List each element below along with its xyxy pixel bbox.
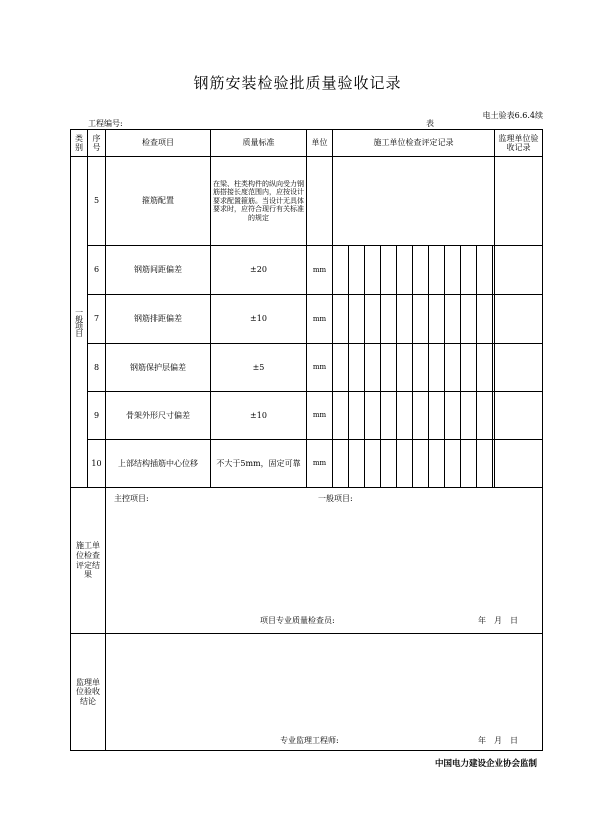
record-cell[interactable] — [461, 440, 477, 488]
record-cell[interactable] — [429, 344, 445, 392]
supervision-date: 年 月 日 — [478, 736, 518, 745]
record-cell[interactable] — [429, 246, 445, 295]
construction-result-row — [71, 488, 543, 634]
row-unit: mm — [307, 392, 333, 440]
record-cell[interactable] — [477, 344, 493, 392]
record-cell[interactable] — [381, 295, 397, 344]
header-construction-record: 施工单位检查评定记录 — [333, 130, 495, 157]
record-cell[interactable] — [333, 392, 349, 440]
record-cell[interactable] — [365, 295, 381, 344]
quality-inspector-label: 项目专业质量检查员: — [260, 616, 335, 625]
table-row — [71, 392, 543, 440]
supervision-result-label: 监理单位验收结论 — [76, 677, 100, 706]
record-cell[interactable] — [397, 344, 413, 392]
supervision-cell[interactable] — [495, 157, 543, 246]
general-items-label: 一般项目: — [318, 494, 353, 503]
construction-result-cell[interactable] — [106, 488, 543, 634]
table-row — [71, 295, 543, 344]
table-row — [71, 440, 543, 488]
record-cell[interactable] — [477, 246, 493, 295]
record-cell[interactable] — [365, 344, 381, 392]
record-cell[interactable] — [445, 440, 461, 488]
header-item: 检查项目 — [106, 130, 211, 157]
record-cell[interactable] — [365, 246, 381, 295]
supervision-result-cell[interactable] — [106, 634, 543, 751]
record-cell[interactable] — [413, 246, 429, 295]
record-cell[interactable] — [397, 440, 413, 488]
construction-result-label: 施工单位检查评定结果 — [76, 541, 100, 580]
record-cell[interactable] — [461, 295, 477, 344]
row-standard: ±20 — [211, 246, 307, 295]
record-cell[interactable] — [333, 157, 495, 246]
group-label-cell: 一般项目 — [71, 157, 88, 488]
header-category: 类别 — [71, 130, 88, 157]
row-seq: 6 — [88, 246, 106, 295]
record-cell[interactable] — [445, 295, 461, 344]
project-number-label: 工程编号: — [88, 119, 123, 128]
record-cell[interactable] — [461, 392, 477, 440]
row-seq: 8 — [88, 344, 106, 392]
record-cell[interactable] — [397, 295, 413, 344]
record-cell[interactable] — [349, 344, 365, 392]
row-item: 箍筋配置 — [106, 157, 211, 246]
table-row — [71, 157, 543, 246]
supervision-cell[interactable] — [495, 295, 543, 344]
record-cell[interactable] — [397, 246, 413, 295]
record-cell[interactable] — [349, 392, 365, 440]
record-cell[interactable] — [477, 295, 493, 344]
header-seq: 序号 — [88, 130, 106, 157]
supervision-result-row — [71, 634, 543, 751]
supervision-cell[interactable] — [495, 246, 543, 295]
supervision-cell[interactable] — [495, 392, 543, 440]
construction-result-label-cell — [71, 488, 106, 634]
row-item: 骨架外形尺寸偏差 — [106, 392, 211, 440]
record-cell[interactable] — [429, 440, 445, 488]
record-cell[interactable] — [333, 246, 349, 295]
record-cell[interactable] — [381, 344, 397, 392]
record-cell[interactable] — [413, 295, 429, 344]
row-unit — [307, 157, 333, 246]
record-cell[interactable] — [381, 392, 397, 440]
record-cell[interactable] — [445, 344, 461, 392]
record-cell[interactable] — [477, 440, 493, 488]
record-cell[interactable] — [365, 392, 381, 440]
header-supervision-record: 监理单位验收记录 — [495, 130, 543, 157]
row-standard: ±10 — [211, 392, 307, 440]
record-cell[interactable] — [445, 392, 461, 440]
record-cell[interactable] — [429, 295, 445, 344]
header-unit: 单位 — [307, 130, 333, 157]
record-cell[interactable] — [349, 246, 365, 295]
row-unit: mm — [307, 344, 333, 392]
row-item: 上部结构插筋中心位移 — [106, 440, 211, 488]
row-unit: mm — [307, 246, 333, 295]
record-cell[interactable] — [477, 392, 493, 440]
row-seq: 9 — [88, 392, 106, 440]
row-item: 钢筋排距偏差 — [106, 295, 211, 344]
record-cell[interactable] — [349, 295, 365, 344]
row-item: 钢筋保护层偏差 — [106, 344, 211, 392]
table-row — [71, 246, 543, 295]
construction-date: 年 月 日 — [478, 616, 518, 625]
supervision-result-label-cell — [71, 634, 106, 751]
row-standard: 不大于5mm，固定可靠 — [211, 440, 307, 488]
page-title: 钢筋安装检验批质量验收记录 — [193, 74, 402, 92]
supervision-cell[interactable] — [495, 440, 543, 488]
record-cell[interactable] — [397, 392, 413, 440]
row-unit: mm — [307, 440, 333, 488]
header-row — [71, 130, 543, 157]
row-unit: mm — [307, 295, 333, 344]
record-cell[interactable] — [349, 440, 365, 488]
inspection-table — [70, 129, 543, 751]
supervision-engineer-label: 专业监理工程师: — [280, 736, 339, 745]
footer-issuer: 中国电力建设企业协会监制 — [434, 759, 537, 769]
record-cell[interactable] — [461, 246, 477, 295]
row-standard: 在梁、柱类构件的纵向受力钢筋搭接长度范围内，应按设计要求配置箍筋。当设计无具体要求时，应符合现行有关标准的规定 — [211, 157, 307, 246]
table-label: 表 — [426, 119, 434, 128]
record-cell[interactable] — [429, 392, 445, 440]
record-cell[interactable] — [413, 392, 429, 440]
record-cell[interactable] — [365, 440, 381, 488]
main-items-label: 主控项目: — [114, 494, 149, 503]
record-cell[interactable] — [461, 344, 477, 392]
row-item: 钢筋间距偏差 — [106, 246, 211, 295]
row-seq: 10 — [88, 440, 106, 488]
supervision-cell[interactable] — [495, 344, 543, 392]
record-cell[interactable] — [333, 344, 349, 392]
record-cell[interactable] — [333, 440, 349, 488]
record-cell[interactable] — [381, 246, 397, 295]
record-cell[interactable] — [333, 295, 349, 344]
row-standard: ±5 — [211, 344, 307, 392]
form-number: 电土验表6.6.4续 — [482, 111, 543, 120]
row-seq: 7 — [88, 295, 106, 344]
record-cell[interactable] — [413, 440, 429, 488]
header-standard: 质量标准 — [211, 130, 307, 157]
row-standard: ±10 — [211, 295, 307, 344]
record-cell[interactable] — [445, 246, 461, 295]
table-row — [71, 344, 543, 392]
row-seq: 5 — [88, 157, 106, 246]
record-cell[interactable] — [381, 440, 397, 488]
record-cell[interactable] — [413, 344, 429, 392]
